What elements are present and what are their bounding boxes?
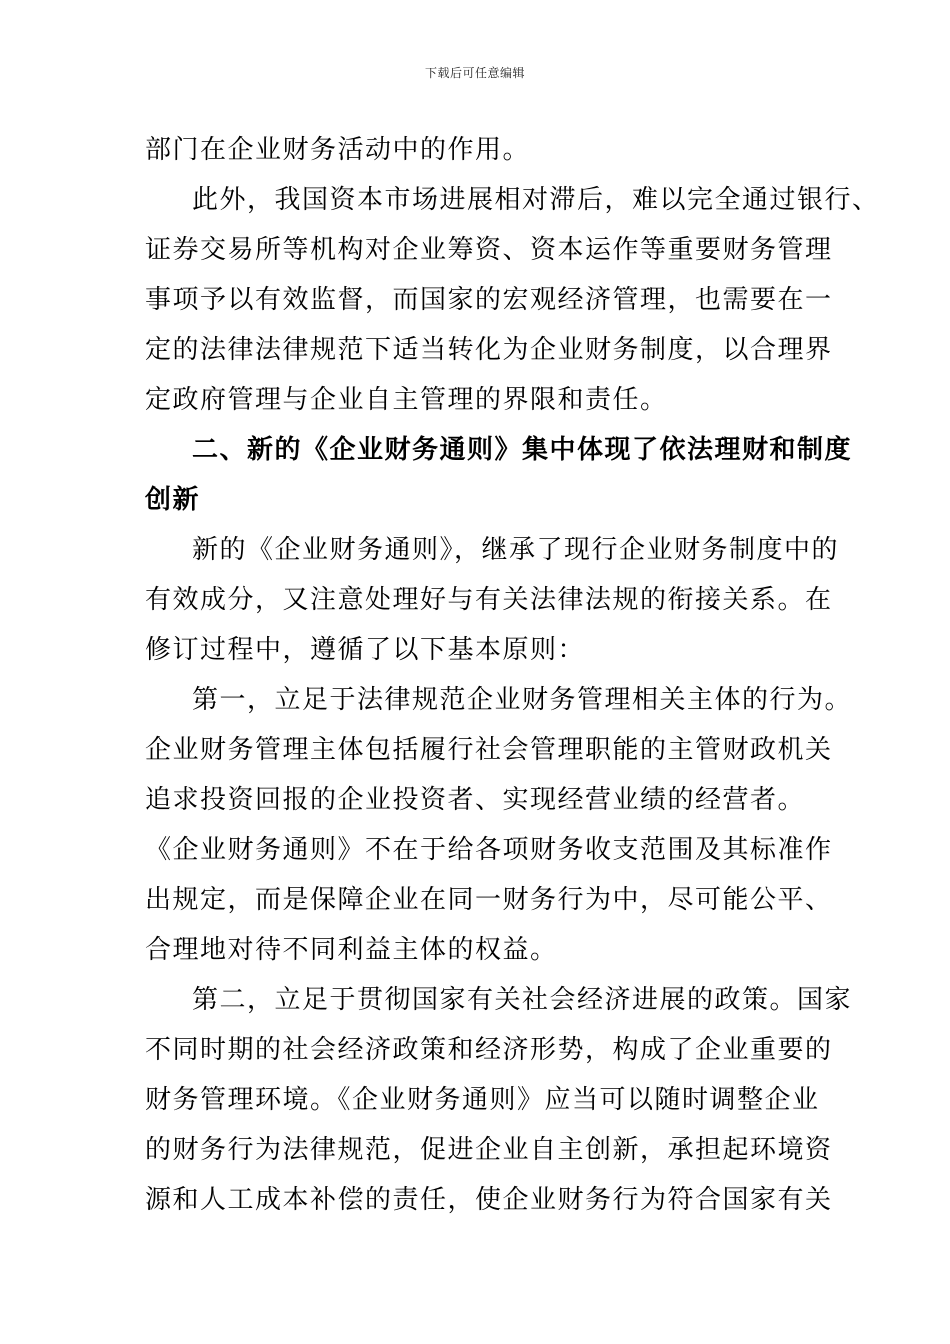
paragraph-first-line: 第二，立足于贯彻国家有关社会经济进展的政策。国家	[192, 985, 853, 1015]
body-text-line: 事项予以有效监督，而国家的宏观经济管理，也需要在一	[145, 285, 833, 315]
page-header: 下载后可任意编辑	[424, 66, 525, 80]
body-text-line: 追求投资回报的企业投资者、实现经营业绩的经营者。	[145, 785, 806, 815]
body-text-line: 部门在企业财务活动中的作用。	[145, 135, 531, 165]
body-text-line: 《企业财务通则》不在于给各项财务收支范围及其标准作	[145, 835, 833, 865]
body-text-line: 证券交易所等机构对企业筹资、资本运作等重要财务管理	[145, 235, 833, 265]
body-text-line: 不同时期的社会经济政策和经济形势，构成了企业重要的	[145, 1035, 833, 1065]
body-text-line: 源和人工成本补偿的责任，使企业财务行为符合国家有关	[145, 1185, 833, 1215]
body-text-line: 定政府管理与企业自主管理的界限和责任。	[145, 385, 668, 415]
body-text-line: 出规定，而是保障企业在同一财务行为中，尽可能公平、	[145, 885, 833, 915]
body-text-line: 有效成分，又注意处理好与有关法律法规的衔接关系。在	[145, 585, 833, 615]
paragraph-first-line: 新的《企业财务通则》，继承了现行企业财务制度中的	[192, 535, 840, 565]
body-text-line: 财务管理环境。《企业财务通则》应当可以随时调整企业	[145, 1085, 820, 1115]
paragraph-first-line: 此外，我国资本市场进展相对滞后，难以完全通过银行、	[192, 185, 880, 215]
body-text-line: 修订过程中，遵循了以下基本原则：	[145, 635, 586, 665]
body-text-line: 合理地对待不同利益主体的权益。	[145, 935, 558, 965]
section-heading-continued: 创新	[145, 485, 201, 515]
paragraph-first-line: 第一，立足于法律规范企业财务管理相关主体的行为。	[192, 685, 853, 715]
body-text-line: 企业财务管理主体包括履行社会管理职能的主管财政机关	[145, 735, 833, 765]
body-text-line: 的财务行为法律规范，促进企业自主创新，承担起环境资	[145, 1135, 833, 1165]
body-text-line: 定的法律法律规范下适当转化为企业财务制度，以合理界	[145, 335, 833, 365]
section-heading: 二、新的《企业财务通则》集中体现了依法理财和制度	[192, 435, 853, 465]
